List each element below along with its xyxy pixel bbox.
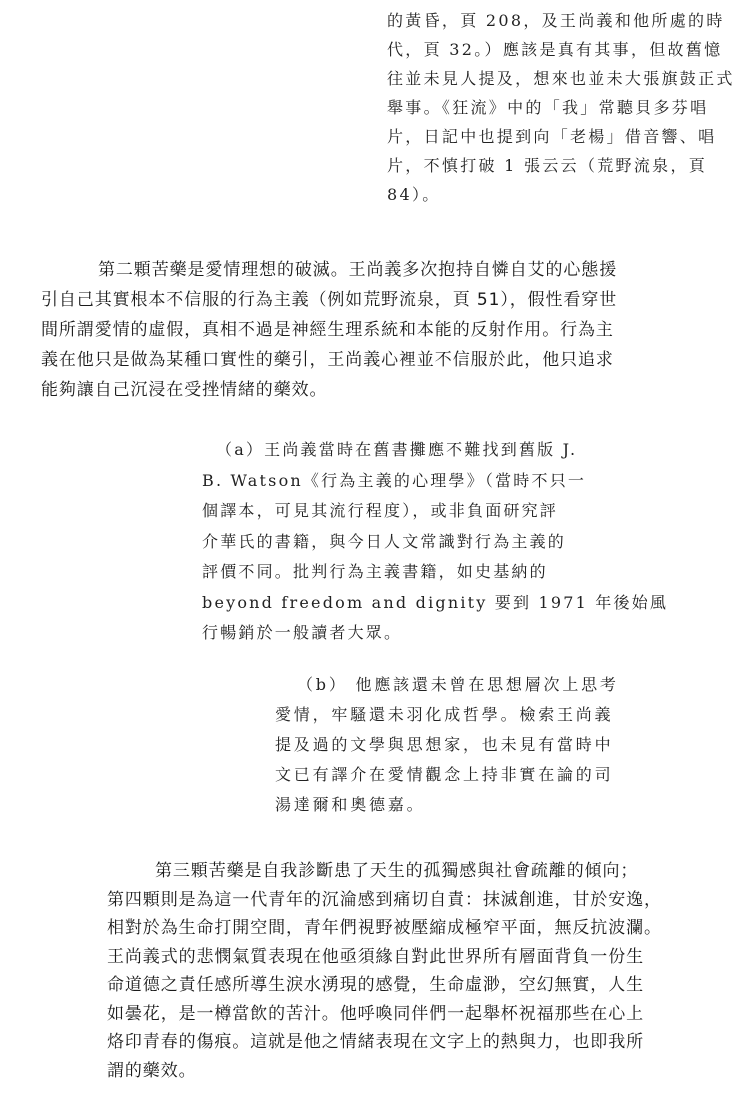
text-line: 烙印青春的傷痕。這就是他之情緒表現在文字上的熱與力，也即我所	[107, 1032, 644, 1052]
text-line: 第三顆苦藥是自我診斷患了天生的孤獨感與社會疏離的傾向；	[155, 861, 639, 881]
text-line: 個譯本，可見其流行程度），或非負面研究評	[202, 501, 559, 520]
text-line: beyond freedom and dignity 要到 1971 年後始風	[202, 592, 669, 612]
text-line: 能夠讓自己沉浸在受挫情緒的藥效。	[41, 380, 328, 400]
text-line: 相對於為生命打開空間，青年們視野被壓縮成極窄平面，無反抗波瀾。	[107, 918, 662, 938]
text-line: 片，日記中也提到向「老楊」借音響、唱	[387, 127, 717, 146]
text-line: 謂的藥效。	[107, 1060, 197, 1081]
text-line: 間所謂愛情的虛假，真相不過是神經生理系統和本能的反射作用。行為主	[41, 320, 614, 340]
text-line: 片，不慎打破 1 張云云（荒野流泉，頁	[387, 156, 708, 175]
paragraph-second-bitter-pill	[41, 255, 681, 405]
text-line: 義在他只是做為某種口實性的藥引，王尚義心裡並不信服於此，他只追求	[41, 350, 614, 370]
text-line: B. Watson《行為主義的心理學》（當時不只一	[202, 470, 587, 490]
text-line: 命道德之責任感所導生淚水湧現的感覺，生命虛渺，空幻無實，人生	[107, 975, 644, 995]
text-line: 王尚義式的悲憫氣質表現在他亟須緣自對此世界所有層面背負一份生	[107, 946, 644, 967]
text-line: 84）。	[387, 185, 441, 204]
text-line: 的黃昏，頁 208，及王尚義和他所處的時	[387, 11, 725, 30]
text-line: 引自己其實根本不信服的行為主義（例如荒野流泉，頁 51），假性看穿世	[41, 290, 618, 310]
text-line: 提及過的文學與思想家，也未見有當時中	[275, 735, 614, 754]
text-line: 第四顆則是為這一代青年的沉淪感到痛切自責：抹滅創進，甘於安逸，	[107, 889, 662, 910]
note-a	[202, 435, 669, 649]
text-line: （b） 他應該還未曾在思想層次上思考	[297, 675, 619, 694]
text-line: 文已有譯介在愛情觀念上持非實在論的司	[275, 765, 614, 784]
text-line: 舉事。《狂流》中的「我」常聽貝多芬唱	[387, 98, 709, 117]
text-line: 往並未見人提及，想來也並未大張旗鼓正式	[387, 69, 735, 88]
text-line: 評價不同。批判行為主義書籍，如史基納的	[202, 562, 548, 581]
note-b	[275, 670, 619, 820]
text-line: 第二顆苦藥是愛情理想的破滅。王尚義多次抱持自憐自艾的心態援	[98, 260, 618, 280]
text-line: 介華氏的書籍，與今日人文常識對行為主義的	[202, 531, 567, 551]
text-line: 行暢銷於一般讀者大眾。	[202, 623, 403, 642]
text-line: 湯達爾和奧德嘉。	[275, 795, 426, 814]
quote-block-top	[387, 6, 740, 209]
paragraph-third-fourth-bitter-pill	[107, 857, 707, 1085]
text-line: 如曇花，是一樽當飲的苦汁。他呼喚同伴們一起舉杯祝福那些在心上	[107, 1003, 644, 1024]
text-line: （a）王尚義當時在舊書攤應不難找到舊版 J.	[216, 440, 578, 459]
text-line: 代，頁 32。）應該是真有其事，但故舊憶	[387, 40, 723, 59]
text-line: 愛情，牢騷還未羽化成哲學。檢索王尚義	[275, 705, 614, 724]
